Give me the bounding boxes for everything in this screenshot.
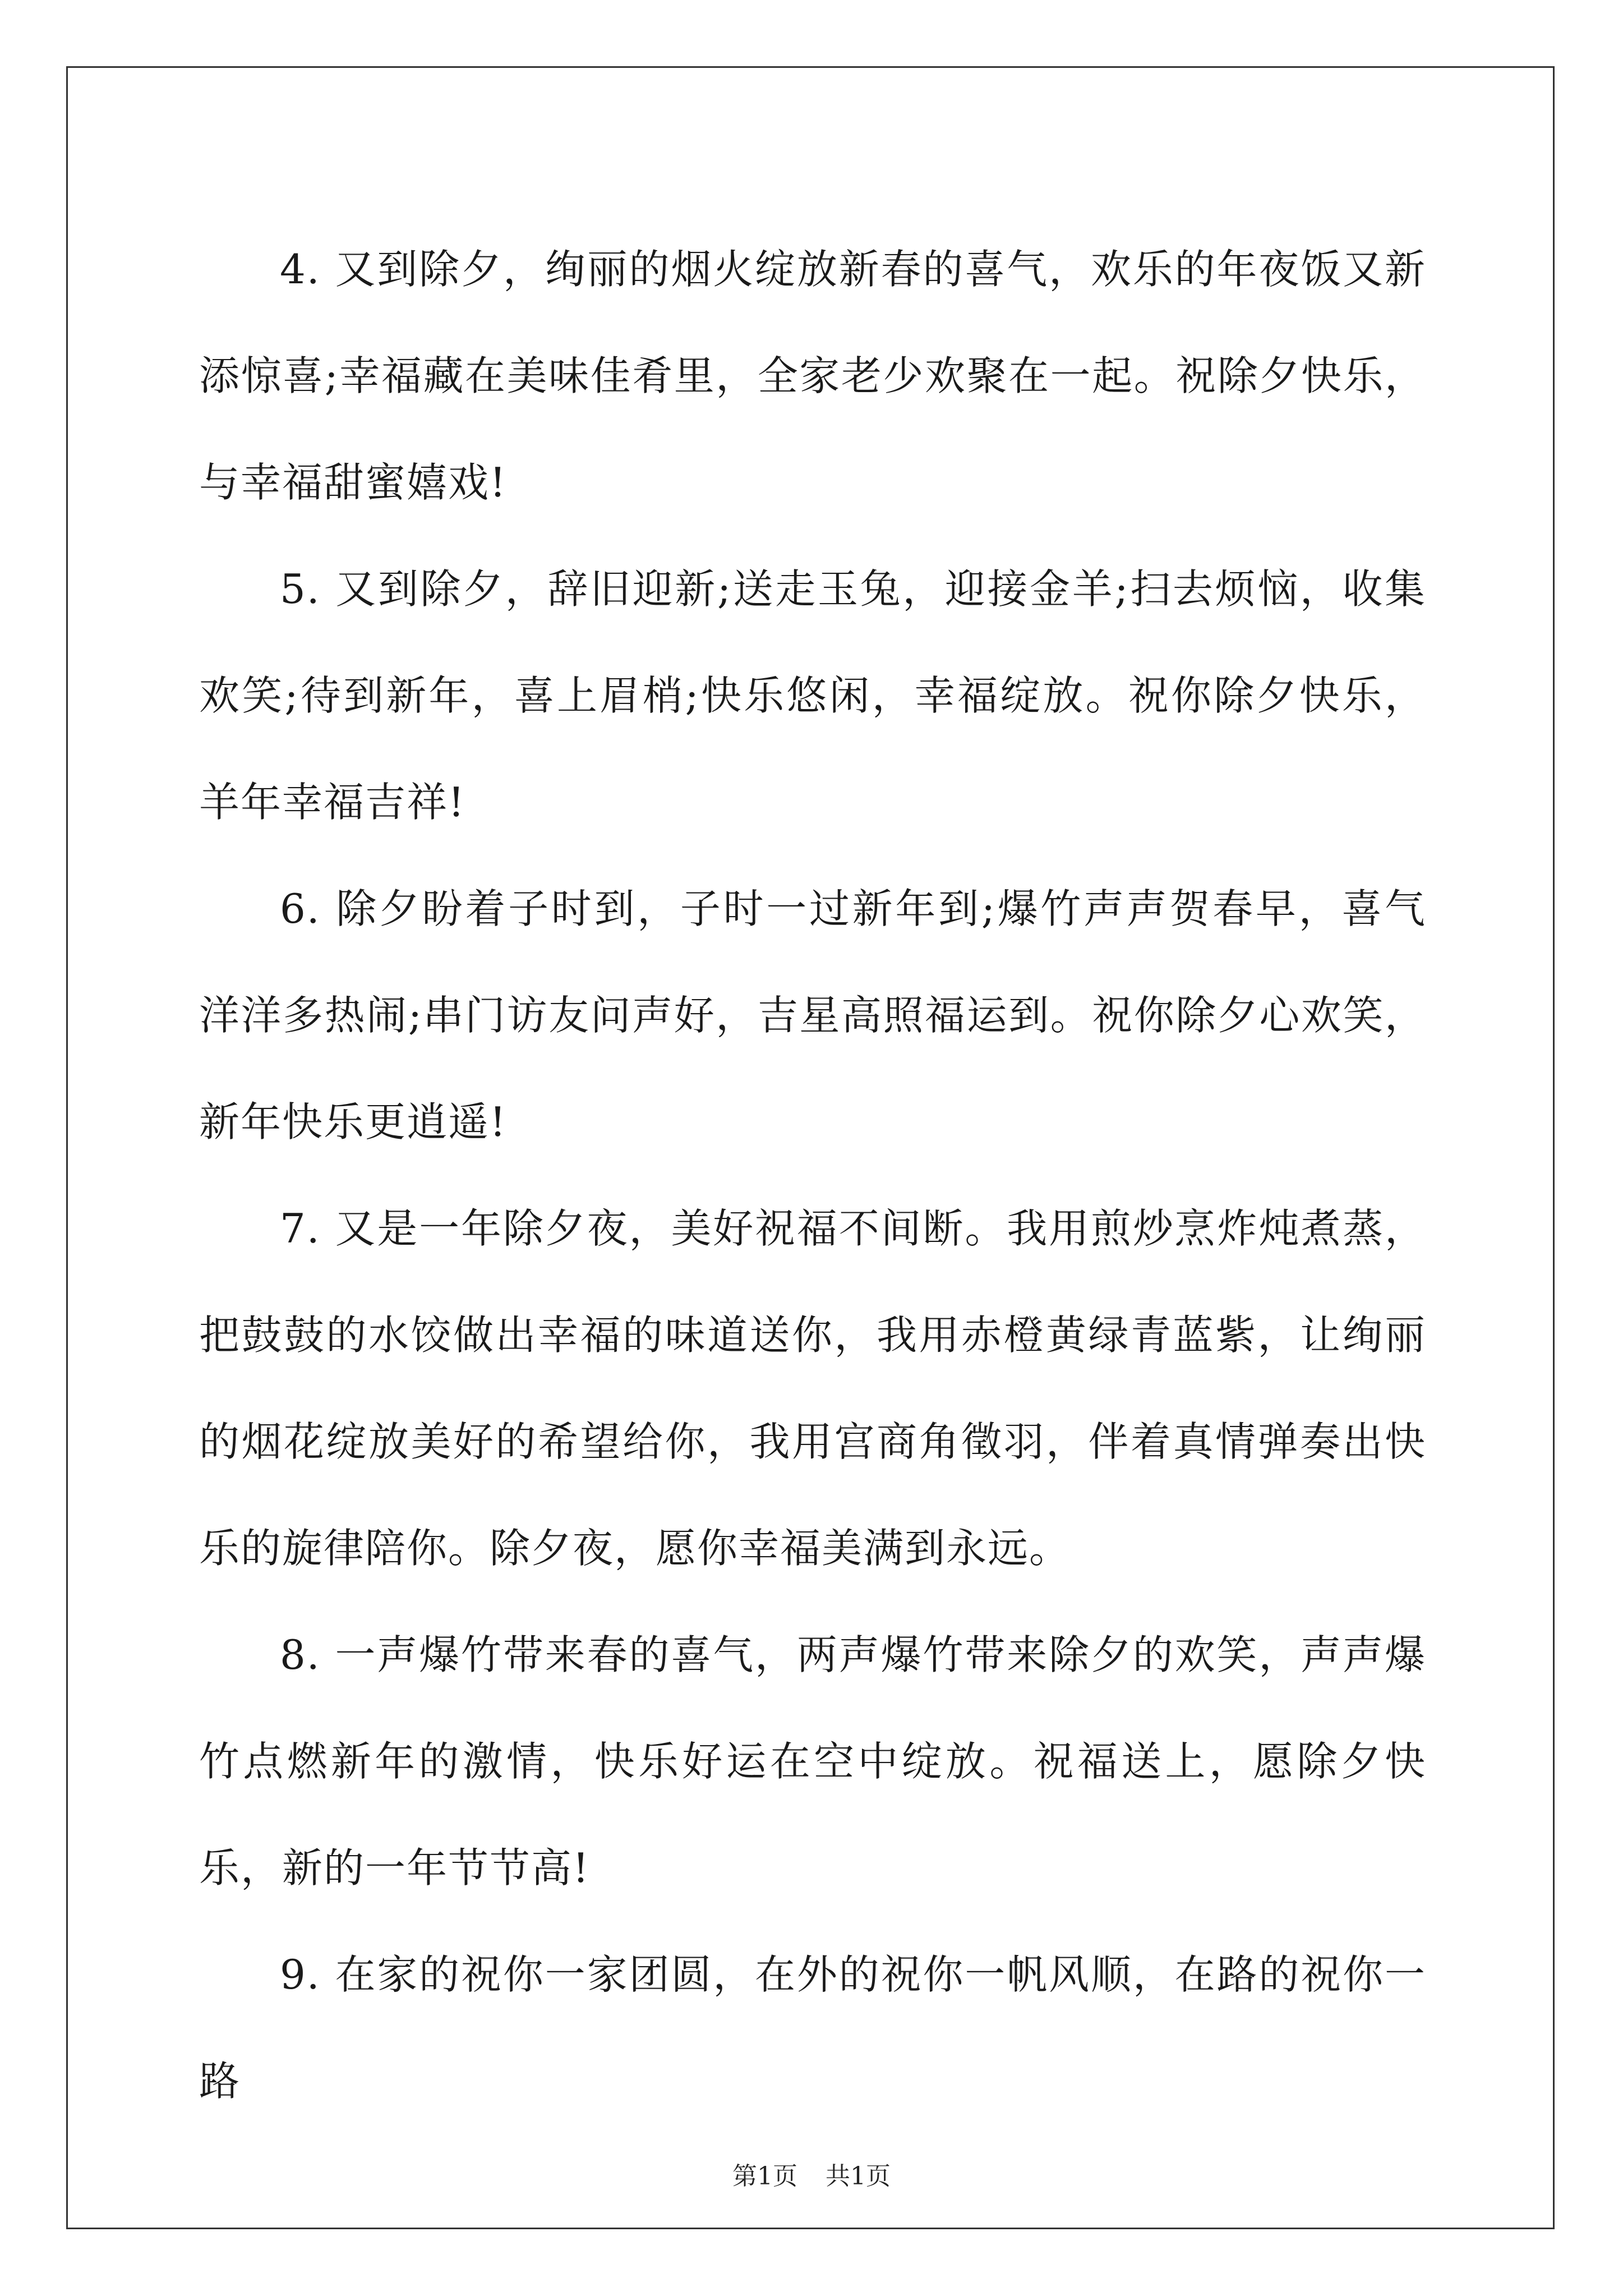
paragraph-9: 9. 在家的祝你一家团圆，在外的祝你一帆风顺，在路的祝你一路: [199, 1951, 1426, 2105]
paragraph-5: 5. 又到除夕，辞旧迎新;送走玉兔，迎接金羊;扫去烦恼，收集欢笑;待到新年，喜上眉梢;快乐悠闲，幸福绽放。祝你除夕快乐，羊年幸福吉祥!: [199, 565, 1426, 826]
paragraph-7: 7. 又是一年除夕夜，美好祝福不间断。我用煎炒烹炸炖煮蒸，把鼓鼓的水饺做出幸福的味道送你，我用赤橙黄绿青蓝紫，让绚丽的烟花绽放美好的希望给你，我用宫商角徵羽，伴着真情弹奏出快乐的旋律陪你。除夕夜，愿你幸福美满到永远。: [199, 1205, 1426, 1572]
page-number: 第1页: [732, 2162, 797, 2191]
page-total: 共1页: [826, 2162, 891, 2191]
paragraph-4: 4. 又到除夕，绚丽的烟火绽放新春的喜气，欢乐的年夜饭又新添惊喜;幸福藏在美味佳肴里，全家老少欢聚在一起。祝除夕快乐，与幸福甜蜜嬉戏!: [199, 246, 1426, 506]
page-footer: [0, 2156, 1623, 2192]
paragraph-8: 8. 一声爆竹带来春的喜气，两声爆竹带来除夕的欢笑，声声爆竹点燃新年的激情，快乐好运在空中绽放。祝福送上，愿除夕快乐，新的一年节节高!: [199, 1631, 1426, 1892]
document-body: [199, 216, 1426, 2134]
paragraph-6: 6. 除夕盼着子时到，子时一过新年到;爆竹声声贺春早，喜气洋洋多热闹;串门访友问声好，吉星高照福运到。祝你除夕心欢笑，新年快乐更逍遥!: [199, 885, 1426, 1145]
